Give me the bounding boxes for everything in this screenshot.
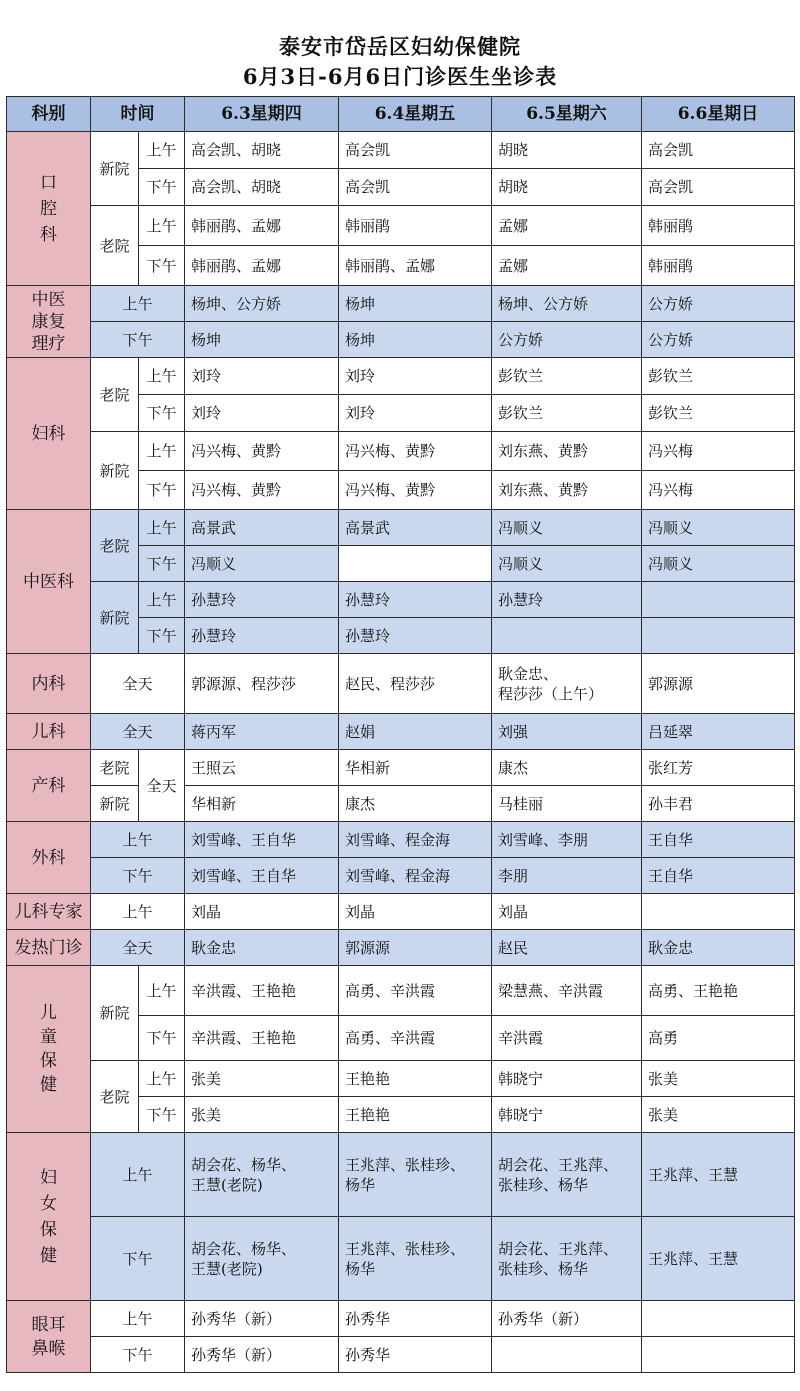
doctor-cell: 高勇、辛洪霞 <box>339 966 492 1016</box>
table-row <box>7 206 795 246</box>
doctor-cell <box>339 546 492 582</box>
campus-cell: 新院 <box>91 582 139 654</box>
doctor-cell: 高勇、辛洪霞 <box>339 1016 492 1061</box>
doctor-cell: 韩丽鹃 <box>642 206 795 246</box>
doctor-cell: 刘晶 <box>185 894 339 930</box>
doctor-cell: 杨坤、公方娇 <box>185 286 339 322</box>
half-cell: 下午 <box>139 246 185 286</box>
half-cell: 上午 <box>139 132 185 169</box>
doctor-cell: 韩晓宁 <box>492 1061 642 1097</box>
doctor-cell: 辛洪霞、王艳艳 <box>185 966 339 1016</box>
doctor-cell: 王艳艳 <box>339 1061 492 1097</box>
doctor-cell: 冯顺义 <box>642 546 795 582</box>
doctor-cell: 吕延翠 <box>642 714 795 750</box>
doctor-cell: 赵娟 <box>339 714 492 750</box>
time-cell: 全天 <box>91 714 185 750</box>
half-cell: 上午 <box>139 966 185 1016</box>
doctor-cell: 刘雪峰、李朋 <box>492 822 642 858</box>
half-cell: 下午 <box>139 546 185 582</box>
doctor-cell: 赵民 <box>492 930 642 966</box>
doctor-cell: 高会凯、胡晓 <box>185 132 339 169</box>
dept-cell: 中医科 <box>7 510 91 654</box>
doctor-cell: 高会凯 <box>339 132 492 169</box>
doctor-cell: 韩丽鹃 <box>339 206 492 246</box>
doctor-cell: 冯顺义 <box>492 546 642 582</box>
campus-cell: 老院 <box>91 206 139 286</box>
doctor-cell: 杨坤、公方娇 <box>492 286 642 322</box>
table-row <box>7 322 795 358</box>
half-cell: 下午 <box>139 618 185 654</box>
doctor-cell: 高景武 <box>185 510 339 546</box>
doctor-cell: 杨坤 <box>339 286 492 322</box>
doctor-cell: 郭源源 <box>339 930 492 966</box>
doctor-cell: 张红芳 <box>642 750 795 786</box>
table-row <box>7 750 795 786</box>
doctor-cell: 孙慧玲 <box>185 618 339 654</box>
header-time: 时间 <box>91 97 185 132</box>
doctor-cell: 高会凯、胡晓 <box>185 169 339 206</box>
dept-cell: 儿科专家 <box>7 894 91 930</box>
doctor-cell: 刘玲 <box>185 395 339 432</box>
campus-cell: 老院 <box>91 750 139 786</box>
campus-cell: 老院 <box>91 510 139 582</box>
doctor-cell: 蒋丙军 <box>185 714 339 750</box>
doctor-cell: 冯顺义 <box>642 510 795 546</box>
doctor-cell: 张美 <box>185 1061 339 1097</box>
doctor-cell: 辛洪霞 <box>492 1016 642 1061</box>
doctor-cell: 刘玲 <box>339 358 492 395</box>
doctor-cell: 郭源源、程莎莎 <box>185 654 339 714</box>
doctor-cell: 胡会花、王兆萍、 张桂珍、杨华 <box>492 1133 642 1217</box>
dept-cell: 儿科 <box>7 714 91 750</box>
time-cell: 上午 <box>91 286 185 322</box>
half-cell: 上午 <box>139 432 185 471</box>
doctor-cell: 刘东燕、黄黔 <box>492 432 642 471</box>
doctor-cell: 冯兴梅 <box>642 471 795 510</box>
half-cell: 下午 <box>139 1097 185 1133</box>
doctor-cell <box>492 1337 642 1373</box>
doctor-cell: 冯顺义 <box>185 546 339 582</box>
doctor-cell: 耿金忠、 程莎莎（上午） <box>492 654 642 714</box>
doctor-cell: 孙秀华（新） <box>185 1301 339 1337</box>
time-cell: 上午 <box>91 1133 185 1217</box>
doctor-cell: 刘雪峰、程金海 <box>339 858 492 894</box>
time-cell: 下午 <box>91 858 185 894</box>
doctor-cell: 华相新 <box>185 786 339 822</box>
doctor-cell: 孟娜 <box>492 246 642 286</box>
dept-cell: 口 腔 科 <box>7 132 91 286</box>
doctor-cell: 冯兴梅、黄黔 <box>185 432 339 471</box>
campus-cell: 新院 <box>91 786 139 822</box>
doctor-cell <box>642 618 795 654</box>
doctor-cell: 孙慧玲 <box>185 582 339 618</box>
doctor-cell: 王兆萍、王慧 <box>642 1133 795 1217</box>
doctor-cell <box>492 618 642 654</box>
doctor-cell: 耿金忠 <box>642 930 795 966</box>
dept-cell: 妇 女 保 健 <box>7 1133 91 1301</box>
half-cell: 上午 <box>139 358 185 395</box>
dept-cell: 外科 <box>7 822 91 894</box>
doctor-cell <box>642 894 795 930</box>
doctor-cell: 冯兴梅、黄黔 <box>339 471 492 510</box>
doctor-cell: 韩丽鹃、孟娜 <box>185 206 339 246</box>
doctor-cell: 王照云 <box>185 750 339 786</box>
doctor-cell: 孙丰君 <box>642 786 795 822</box>
half-cell: 上午 <box>139 510 185 546</box>
table-row <box>7 966 795 1016</box>
half-cell: 下午 <box>139 169 185 206</box>
doctor-cell: 刘强 <box>492 714 642 750</box>
doctor-cell: 孙秀华 <box>339 1337 492 1373</box>
doctor-cell: 郭源源 <box>642 654 795 714</box>
half-cell: 上午 <box>139 206 185 246</box>
time-cell: 下午 <box>91 322 185 358</box>
doctor-cell: 孙秀华 <box>339 1301 492 1337</box>
page-subtitle: 6月3日-6月6日门诊医生坐诊表 <box>242 64 558 89</box>
doctor-cell: 韩丽鹃、孟娜 <box>339 246 492 286</box>
schedule-table <box>6 96 795 1373</box>
campus-cell: 老院 <box>91 358 139 432</box>
doctor-cell: 梁慧燕、辛洪霞 <box>492 966 642 1016</box>
table-row <box>7 1217 795 1301</box>
header-day: 6.3星期四 <box>185 97 339 132</box>
doctor-cell: 刘雪峰、程金海 <box>339 822 492 858</box>
doctor-cell: 冯兴梅、黄黔 <box>339 432 492 471</box>
doctor-cell: 高会凯 <box>642 132 795 169</box>
doctor-cell: 李朋 <box>492 858 642 894</box>
doctor-cell: 王兆萍、王慧 <box>642 1217 795 1301</box>
doctor-cell: 高会凯 <box>339 169 492 206</box>
table-row <box>7 358 795 395</box>
doctor-cell: 赵民、程莎莎 <box>339 654 492 714</box>
doctor-cell: 孙秀华（新） <box>185 1337 339 1373</box>
doctor-cell: 公方娇 <box>642 322 795 358</box>
table-row <box>7 822 795 858</box>
table-row <box>7 1133 795 1217</box>
doctor-cell: 孙慧玲 <box>492 582 642 618</box>
doctor-cell <box>642 1301 795 1337</box>
doctor-cell: 孟娜 <box>492 206 642 246</box>
title-block <box>0 32 800 92</box>
doctor-cell: 高勇、王艳艳 <box>642 966 795 1016</box>
doctor-cell: 张美 <box>185 1097 339 1133</box>
dept-cell: 产科 <box>7 750 91 822</box>
doctor-cell: 耿金忠 <box>185 930 339 966</box>
time-cell: 上午 <box>91 1301 185 1337</box>
doctor-cell: 孙秀华（新） <box>492 1301 642 1337</box>
header-row <box>7 97 795 132</box>
dept-cell: 眼耳 鼻喉 <box>7 1301 91 1373</box>
doctor-cell: 胡会花、杨华、 王慧(老院) <box>185 1133 339 1217</box>
doctor-cell: 王自华 <box>642 858 795 894</box>
doctor-cell: 韩丽鹃 <box>642 246 795 286</box>
doctor-cell: 高会凯 <box>642 169 795 206</box>
table-row <box>7 858 795 894</box>
table-row <box>7 1301 795 1337</box>
doctor-cell: 冯兴梅、黄黔 <box>185 471 339 510</box>
table-row <box>7 930 795 966</box>
campus-cell: 新院 <box>91 432 139 510</box>
table-row <box>7 132 795 169</box>
doctor-cell: 高景武 <box>339 510 492 546</box>
doctor-cell: 王艳艳 <box>339 1097 492 1133</box>
doctor-cell: 刘晶 <box>492 894 642 930</box>
doctor-cell: 孙慧玲 <box>339 582 492 618</box>
doctor-cell: 彭钦兰 <box>492 358 642 395</box>
doctor-cell <box>642 1337 795 1373</box>
doctor-cell: 张美 <box>642 1097 795 1133</box>
campus-cell: 新院 <box>91 132 139 206</box>
doctor-cell: 杨坤 <box>339 322 492 358</box>
doctor-cell: 胡会花、王兆萍、 张桂珍、杨华 <box>492 1217 642 1301</box>
doctor-cell: 刘东燕、黄黔 <box>492 471 642 510</box>
table-row <box>7 1061 795 1097</box>
doctor-cell: 韩晓宁 <box>492 1097 642 1133</box>
time-cell: 上午 <box>91 822 185 858</box>
campus-cell: 新院 <box>91 966 139 1061</box>
doctor-cell: 王兆萍、张桂珍、 杨华 <box>339 1217 492 1301</box>
header-dept: 科别 <box>7 97 91 132</box>
doctor-cell: 刘玲 <box>339 395 492 432</box>
time-cell: 全天 <box>91 930 185 966</box>
table-row <box>7 894 795 930</box>
doctor-cell: 康杰 <box>492 750 642 786</box>
doctor-cell: 刘雪峰、王自华 <box>185 858 339 894</box>
doctor-cell: 王自华 <box>642 822 795 858</box>
header-day: 6.4星期五 <box>339 97 492 132</box>
doctor-cell: 胡晓 <box>492 132 642 169</box>
time-cell: 全天 <box>91 654 185 714</box>
time-cell: 全天 <box>139 750 185 822</box>
doctor-cell: 刘玲 <box>185 358 339 395</box>
time-cell: 上午 <box>91 894 185 930</box>
doctor-cell: 杨坤 <box>185 322 339 358</box>
doctor-cell: 公方娇 <box>642 286 795 322</box>
table-row <box>7 1337 795 1373</box>
doctor-cell: 彭钦兰 <box>642 395 795 432</box>
doctor-cell: 冯顺义 <box>492 510 642 546</box>
half-cell: 下午 <box>139 395 185 432</box>
doctor-cell: 胡晓 <box>492 169 642 206</box>
doctor-cell: 公方娇 <box>492 322 642 358</box>
dept-cell: 内科 <box>7 654 91 714</box>
time-cell: 下午 <box>91 1217 185 1301</box>
header-day: 6.6星期日 <box>642 97 795 132</box>
doctor-cell: 彭钦兰 <box>492 395 642 432</box>
doctor-cell: 刘晶 <box>339 894 492 930</box>
doctor-cell: 刘雪峰、王自华 <box>185 822 339 858</box>
dept-cell: 妇科 <box>7 358 91 510</box>
half-cell: 下午 <box>139 1016 185 1061</box>
half-cell: 上午 <box>139 582 185 618</box>
doctor-cell: 彭钦兰 <box>642 358 795 395</box>
doctor-cell: 康杰 <box>339 786 492 822</box>
table-row <box>7 654 795 714</box>
table-row <box>7 510 795 546</box>
table-row <box>7 286 795 322</box>
doctor-cell: 孙慧玲 <box>339 618 492 654</box>
campus-cell: 老院 <box>91 1061 139 1133</box>
table-row <box>7 432 795 471</box>
dept-cell: 中医 康复 理疗 <box>7 286 91 358</box>
table-row <box>7 786 795 822</box>
doctor-cell <box>642 582 795 618</box>
half-cell: 下午 <box>139 471 185 510</box>
half-cell: 上午 <box>139 1061 185 1097</box>
dept-cell: 儿 童 保 健 <box>7 966 91 1133</box>
header-day: 6.5星期六 <box>492 97 642 132</box>
doctor-cell: 韩丽鹃、孟娜 <box>185 246 339 286</box>
doctor-cell: 高勇 <box>642 1016 795 1061</box>
dept-cell: 发热门诊 <box>7 930 91 966</box>
table-row <box>7 714 795 750</box>
doctor-cell: 王兆萍、张桂珍、 杨华 <box>339 1133 492 1217</box>
doctor-cell: 冯兴梅 <box>642 432 795 471</box>
time-cell: 下午 <box>91 1337 185 1373</box>
doctor-cell: 张美 <box>642 1061 795 1097</box>
doctor-cell: 辛洪霞、王艳艳 <box>185 1016 339 1061</box>
doctor-cell: 马桂丽 <box>492 786 642 822</box>
doctor-cell: 华相新 <box>339 750 492 786</box>
doctor-cell: 胡会花、杨华、 王慧(老院) <box>185 1217 339 1301</box>
table-row <box>7 582 795 618</box>
page-title: 泰安市岱岳区妇幼保健院 <box>279 34 521 59</box>
